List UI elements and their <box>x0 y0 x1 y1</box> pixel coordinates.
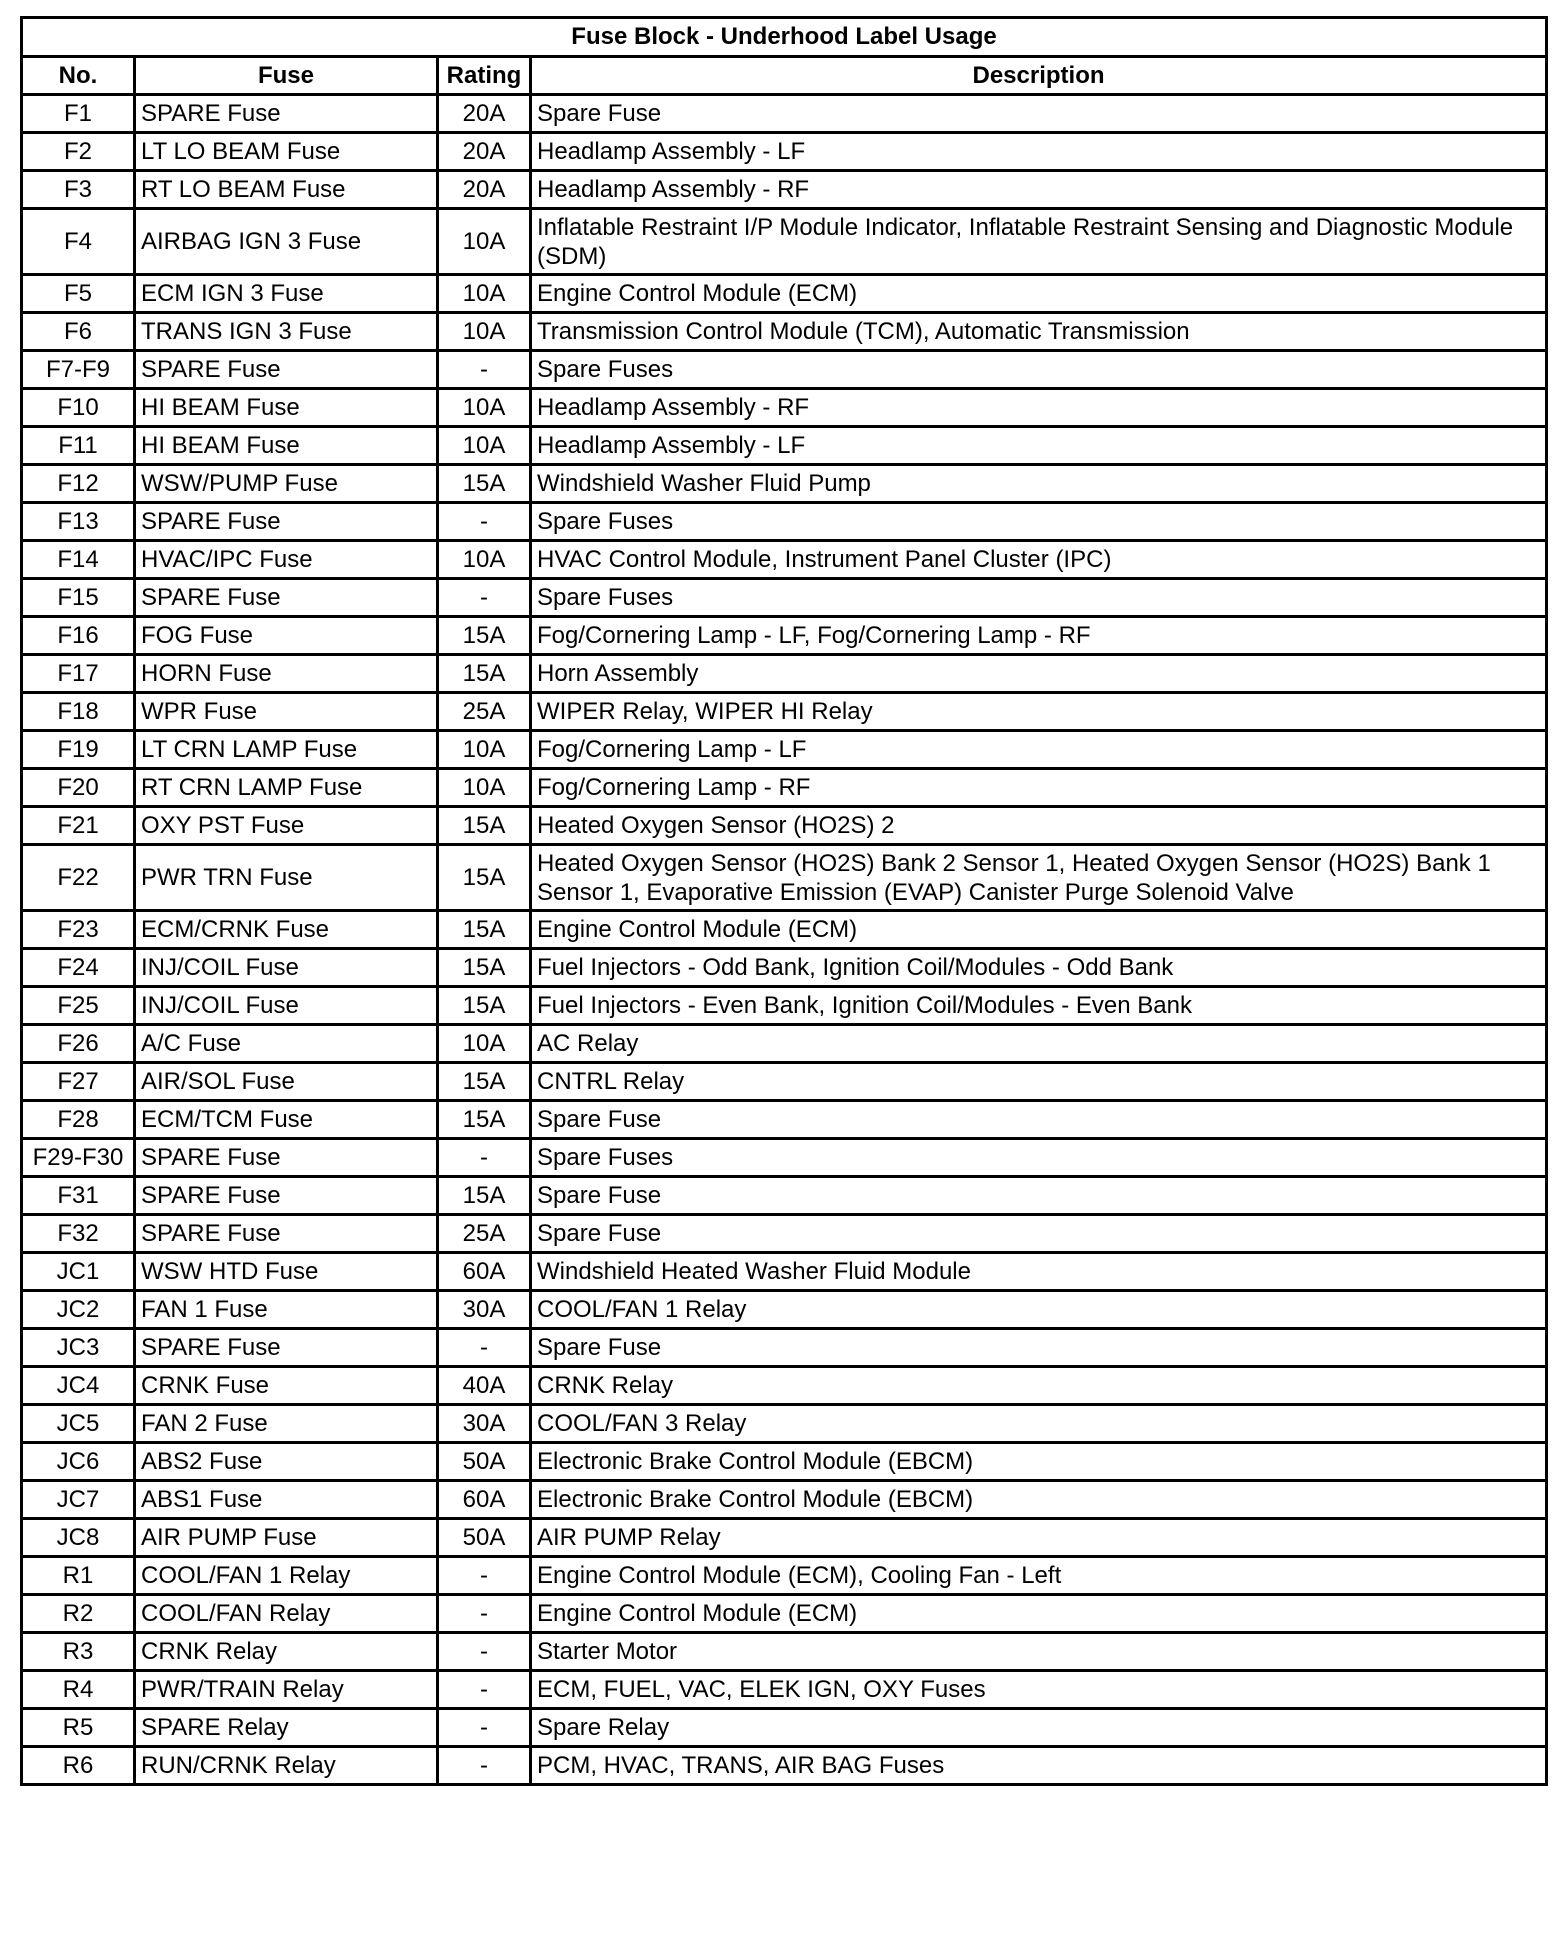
cell-fuse: INJ/COIL Fuse <box>135 949 438 987</box>
cell-rating: 25A <box>438 693 531 731</box>
cell-description: Electronic Brake Control Module (EBCM) <box>531 1481 1547 1519</box>
cell-rating: 10A <box>438 541 531 579</box>
cell-fuse: ABS2 Fuse <box>135 1443 438 1481</box>
cell-rating: 15A <box>438 1063 531 1101</box>
table-row <box>22 1671 1547 1709</box>
cell-rating: - <box>438 351 531 389</box>
cell-fuse: AIR/SOL Fuse <box>135 1063 438 1101</box>
cell-fuse: RT LO BEAM Fuse <box>135 171 438 209</box>
cell-rating: 30A <box>438 1291 531 1329</box>
table-row <box>22 95 1547 133</box>
cell-fuse: HI BEAM Fuse <box>135 427 438 465</box>
cell-rating: - <box>438 1709 531 1747</box>
cell-no: R1 <box>22 1557 135 1595</box>
cell-description: Spare Fuses <box>531 579 1547 617</box>
cell-no: F11 <box>22 427 135 465</box>
cell-description: PCM, HVAC, TRANS, AIR BAG Fuses <box>531 1747 1547 1785</box>
cell-rating: 15A <box>438 655 531 693</box>
cell-no: JC6 <box>22 1443 135 1481</box>
table-row <box>22 1215 1547 1253</box>
table-row <box>22 1101 1547 1139</box>
cell-rating: 20A <box>438 171 531 209</box>
cell-description: ECM, FUEL, VAC, ELEK IGN, OXY Fuses <box>531 1671 1547 1709</box>
table-row <box>22 807 1547 845</box>
cell-no: R5 <box>22 1709 135 1747</box>
cell-fuse: FAN 1 Fuse <box>135 1291 438 1329</box>
cell-description: Spare Fuses <box>531 351 1547 389</box>
column-header-rating: Rating <box>438 57 531 95</box>
cell-description: COOL/FAN 1 Relay <box>531 1291 1547 1329</box>
cell-no: R2 <box>22 1595 135 1633</box>
table-row <box>22 465 1547 503</box>
table-row <box>22 1291 1547 1329</box>
cell-rating: 15A <box>438 949 531 987</box>
cell-rating: 15A <box>438 987 531 1025</box>
cell-fuse: A/C Fuse <box>135 1025 438 1063</box>
cell-description: WIPER Relay, WIPER HI Relay <box>531 693 1547 731</box>
table-body <box>22 95 1547 1785</box>
cell-rating: 15A <box>438 465 531 503</box>
cell-rating: 15A <box>438 617 531 655</box>
table-row <box>22 541 1547 579</box>
column-header-description: Description <box>531 57 1547 95</box>
cell-fuse: RT CRN LAMP Fuse <box>135 769 438 807</box>
cell-fuse: AIRBAG IGN 3 Fuse <box>135 209 438 275</box>
cell-no: F5 <box>22 275 135 313</box>
cell-rating: - <box>438 1139 531 1177</box>
cell-description: CNTRL Relay <box>531 1063 1547 1101</box>
cell-rating: 15A <box>438 911 531 949</box>
table-row <box>22 1139 1547 1177</box>
table-row <box>22 171 1547 209</box>
cell-no: JC4 <box>22 1367 135 1405</box>
cell-fuse: PWR/TRAIN Relay <box>135 1671 438 1709</box>
cell-description: Engine Control Module (ECM) <box>531 911 1547 949</box>
cell-description: Fuel Injectors - Odd Bank, Ignition Coil/Modules - Odd Bank <box>531 949 1547 987</box>
cell-fuse: HI BEAM Fuse <box>135 389 438 427</box>
cell-fuse: SPARE Fuse <box>135 1177 438 1215</box>
table-row <box>22 693 1547 731</box>
cell-description: Heated Oxygen Sensor (HO2S) Bank 2 Sensor 1, Heated Oxygen Sensor (HO2S) Bank 1 Sensor 1, Evaporative Emission (EVAP) Canister Purge Solenoid Valve <box>531 845 1547 911</box>
cell-no: F26 <box>22 1025 135 1063</box>
cell-description: CRNK Relay <box>531 1367 1547 1405</box>
cell-no: JC5 <box>22 1405 135 1443</box>
fuse-block-table <box>20 16 1548 1786</box>
table-row <box>22 1557 1547 1595</box>
table-row <box>22 1025 1547 1063</box>
table-row <box>22 1747 1547 1785</box>
table-row <box>22 1177 1547 1215</box>
cell-fuse: SPARE Fuse <box>135 1139 438 1177</box>
cell-rating: - <box>438 1595 531 1633</box>
cell-fuse: SPARE Fuse <box>135 579 438 617</box>
table-row <box>22 617 1547 655</box>
cell-rating: 60A <box>438 1253 531 1291</box>
table-row <box>22 655 1547 693</box>
cell-description: Fog/Cornering Lamp - RF <box>531 769 1547 807</box>
cell-no: F17 <box>22 655 135 693</box>
cell-description: COOL/FAN 3 Relay <box>531 1405 1547 1443</box>
cell-fuse: COOL/FAN Relay <box>135 1595 438 1633</box>
cell-rating: 40A <box>438 1367 531 1405</box>
cell-no: F18 <box>22 693 135 731</box>
cell-rating: 10A <box>438 389 531 427</box>
cell-fuse: TRANS IGN 3 Fuse <box>135 313 438 351</box>
table-row <box>22 1443 1547 1481</box>
table-row <box>22 579 1547 617</box>
cell-description: Engine Control Module (ECM) <box>531 275 1547 313</box>
cell-description: Spare Fuses <box>531 503 1547 541</box>
cell-no: F31 <box>22 1177 135 1215</box>
table-row <box>22 1481 1547 1519</box>
cell-fuse: ECM/CRNK Fuse <box>135 911 438 949</box>
table-row <box>22 769 1547 807</box>
cell-fuse: SPARE Relay <box>135 1709 438 1747</box>
table-row <box>22 1709 1547 1747</box>
cell-fuse: SPARE Fuse <box>135 351 438 389</box>
cell-rating: 15A <box>438 1177 531 1215</box>
cell-fuse: SPARE Fuse <box>135 1215 438 1253</box>
cell-rating: 50A <box>438 1519 531 1557</box>
cell-rating: - <box>438 579 531 617</box>
cell-no: F6 <box>22 313 135 351</box>
cell-no: F4 <box>22 209 135 275</box>
table-row <box>22 911 1547 949</box>
cell-description: Headlamp Assembly - LF <box>531 133 1547 171</box>
cell-no: JC7 <box>22 1481 135 1519</box>
table-header-row <box>22 57 1547 95</box>
cell-fuse: CRNK Relay <box>135 1633 438 1671</box>
cell-fuse: WSW HTD Fuse <box>135 1253 438 1291</box>
cell-description: HVAC Control Module, Instrument Panel Cluster (IPC) <box>531 541 1547 579</box>
cell-fuse: SPARE Fuse <box>135 95 438 133</box>
column-header-fuse: Fuse <box>135 57 438 95</box>
cell-rating: 60A <box>438 1481 531 1519</box>
table-row <box>22 389 1547 427</box>
cell-description: Spare Fuse <box>531 95 1547 133</box>
cell-no: F32 <box>22 1215 135 1253</box>
cell-rating: 25A <box>438 1215 531 1253</box>
cell-no: F20 <box>22 769 135 807</box>
cell-description: Headlamp Assembly - LF <box>531 427 1547 465</box>
table-title: Fuse Block - Underhood Label Usage <box>22 18 1547 57</box>
cell-description: Starter Motor <box>531 1633 1547 1671</box>
cell-rating: 20A <box>438 133 531 171</box>
cell-no: JC8 <box>22 1519 135 1557</box>
cell-rating: 10A <box>438 1025 531 1063</box>
cell-fuse: SPARE Fuse <box>135 503 438 541</box>
table-row <box>22 987 1547 1025</box>
cell-no: F3 <box>22 171 135 209</box>
cell-description: AIR PUMP Relay <box>531 1519 1547 1557</box>
cell-fuse: PWR TRN Fuse <box>135 845 438 911</box>
cell-no: F19 <box>22 731 135 769</box>
table-row <box>22 351 1547 389</box>
cell-no: F7-F9 <box>22 351 135 389</box>
cell-fuse: AIR PUMP Fuse <box>135 1519 438 1557</box>
table-row <box>22 133 1547 171</box>
cell-fuse: RUN/CRNK Relay <box>135 1747 438 1785</box>
cell-fuse: LT CRN LAMP Fuse <box>135 731 438 769</box>
cell-description: Electronic Brake Control Module (EBCM) <box>531 1443 1547 1481</box>
cell-rating: 50A <box>438 1443 531 1481</box>
cell-rating: 20A <box>438 95 531 133</box>
cell-description: Fog/Cornering Lamp - LF, Fog/Cornering Lamp - RF <box>531 617 1547 655</box>
cell-description: Windshield Washer Fluid Pump <box>531 465 1547 503</box>
cell-rating: 15A <box>438 845 531 911</box>
cell-description: Inflatable Restraint I/P Module Indicator, Inflatable Restraint Sensing and Diagnostic Module (SDM) <box>531 209 1547 275</box>
cell-no: R6 <box>22 1747 135 1785</box>
cell-no: F27 <box>22 1063 135 1101</box>
cell-no: JC3 <box>22 1329 135 1367</box>
table-row <box>22 427 1547 465</box>
cell-rating: 30A <box>438 1405 531 1443</box>
cell-rating: - <box>438 503 531 541</box>
table-row <box>22 1253 1547 1291</box>
cell-description: Spare Fuse <box>531 1215 1547 1253</box>
cell-fuse: HORN Fuse <box>135 655 438 693</box>
cell-no: F16 <box>22 617 135 655</box>
cell-no: F14 <box>22 541 135 579</box>
cell-rating: - <box>438 1329 531 1367</box>
table-row <box>22 1367 1547 1405</box>
cell-no: F29-F30 <box>22 1139 135 1177</box>
cell-rating: 15A <box>438 807 531 845</box>
cell-no: JC1 <box>22 1253 135 1291</box>
cell-description: Engine Control Module (ECM), Cooling Fan - Left <box>531 1557 1547 1595</box>
column-header-no: No. <box>22 57 135 95</box>
cell-fuse: WPR Fuse <box>135 693 438 731</box>
cell-rating: 10A <box>438 427 531 465</box>
cell-no: F21 <box>22 807 135 845</box>
cell-fuse: ECM IGN 3 Fuse <box>135 275 438 313</box>
cell-description: AC Relay <box>531 1025 1547 1063</box>
cell-description: Spare Relay <box>531 1709 1547 1747</box>
table-row <box>22 1519 1547 1557</box>
cell-description: Headlamp Assembly - RF <box>531 389 1547 427</box>
cell-no: JC2 <box>22 1291 135 1329</box>
cell-rating: 10A <box>438 769 531 807</box>
table-row <box>22 731 1547 769</box>
cell-no: F23 <box>22 911 135 949</box>
table-row <box>22 313 1547 351</box>
cell-fuse: FAN 2 Fuse <box>135 1405 438 1443</box>
cell-description: Transmission Control Module (TCM), Automatic Transmission <box>531 313 1547 351</box>
cell-fuse: ABS1 Fuse <box>135 1481 438 1519</box>
cell-rating: - <box>438 1747 531 1785</box>
cell-no: F12 <box>22 465 135 503</box>
cell-rating: 10A <box>438 313 531 351</box>
cell-fuse: CRNK Fuse <box>135 1367 438 1405</box>
table-row <box>22 503 1547 541</box>
cell-description: Windshield Heated Washer Fluid Module <box>531 1253 1547 1291</box>
cell-rating: 10A <box>438 275 531 313</box>
cell-fuse: OXY PST Fuse <box>135 807 438 845</box>
cell-description: Fuel Injectors - Even Bank, Ignition Coil/Modules - Even Bank <box>531 987 1547 1025</box>
table-row <box>22 1595 1547 1633</box>
cell-description: Spare Fuses <box>531 1139 1547 1177</box>
table-row <box>22 1329 1547 1367</box>
cell-rating: - <box>438 1633 531 1671</box>
cell-description: Spare Fuse <box>531 1101 1547 1139</box>
cell-no: F10 <box>22 389 135 427</box>
cell-fuse: ECM/TCM Fuse <box>135 1101 438 1139</box>
cell-rating: 15A <box>438 1101 531 1139</box>
table-row <box>22 1633 1547 1671</box>
table-title-row <box>22 18 1547 57</box>
cell-rating: 10A <box>438 731 531 769</box>
cell-description: Horn Assembly <box>531 655 1547 693</box>
table-row <box>22 1405 1547 1443</box>
table-row <box>22 845 1547 911</box>
cell-no: F1 <box>22 95 135 133</box>
cell-fuse: COOL/FAN 1 Relay <box>135 1557 438 1595</box>
cell-no: F15 <box>22 579 135 617</box>
cell-no: F24 <box>22 949 135 987</box>
cell-description: Fog/Cornering Lamp - LF <box>531 731 1547 769</box>
cell-no: R3 <box>22 1633 135 1671</box>
cell-fuse: WSW/PUMP Fuse <box>135 465 438 503</box>
cell-fuse: INJ/COIL Fuse <box>135 987 438 1025</box>
cell-description: Heated Oxygen Sensor (HO2S) 2 <box>531 807 1547 845</box>
table-row <box>22 949 1547 987</box>
table-row <box>22 1063 1547 1101</box>
cell-description: Spare Fuse <box>531 1177 1547 1215</box>
cell-no: R4 <box>22 1671 135 1709</box>
cell-description: Spare Fuse <box>531 1329 1547 1367</box>
cell-description: Engine Control Module (ECM) <box>531 1595 1547 1633</box>
cell-no: F28 <box>22 1101 135 1139</box>
cell-rating: 10A <box>438 209 531 275</box>
table-row <box>22 275 1547 313</box>
cell-no: F2 <box>22 133 135 171</box>
table-row <box>22 209 1547 275</box>
cell-fuse: HVAC/IPC Fuse <box>135 541 438 579</box>
cell-fuse: FOG Fuse <box>135 617 438 655</box>
cell-no: F25 <box>22 987 135 1025</box>
cell-no: F13 <box>22 503 135 541</box>
cell-rating: - <box>438 1557 531 1595</box>
cell-fuse: LT LO BEAM Fuse <box>135 133 438 171</box>
cell-rating: - <box>438 1671 531 1709</box>
cell-no: F22 <box>22 845 135 911</box>
cell-description: Headlamp Assembly - RF <box>531 171 1547 209</box>
cell-fuse: SPARE Fuse <box>135 1329 438 1367</box>
